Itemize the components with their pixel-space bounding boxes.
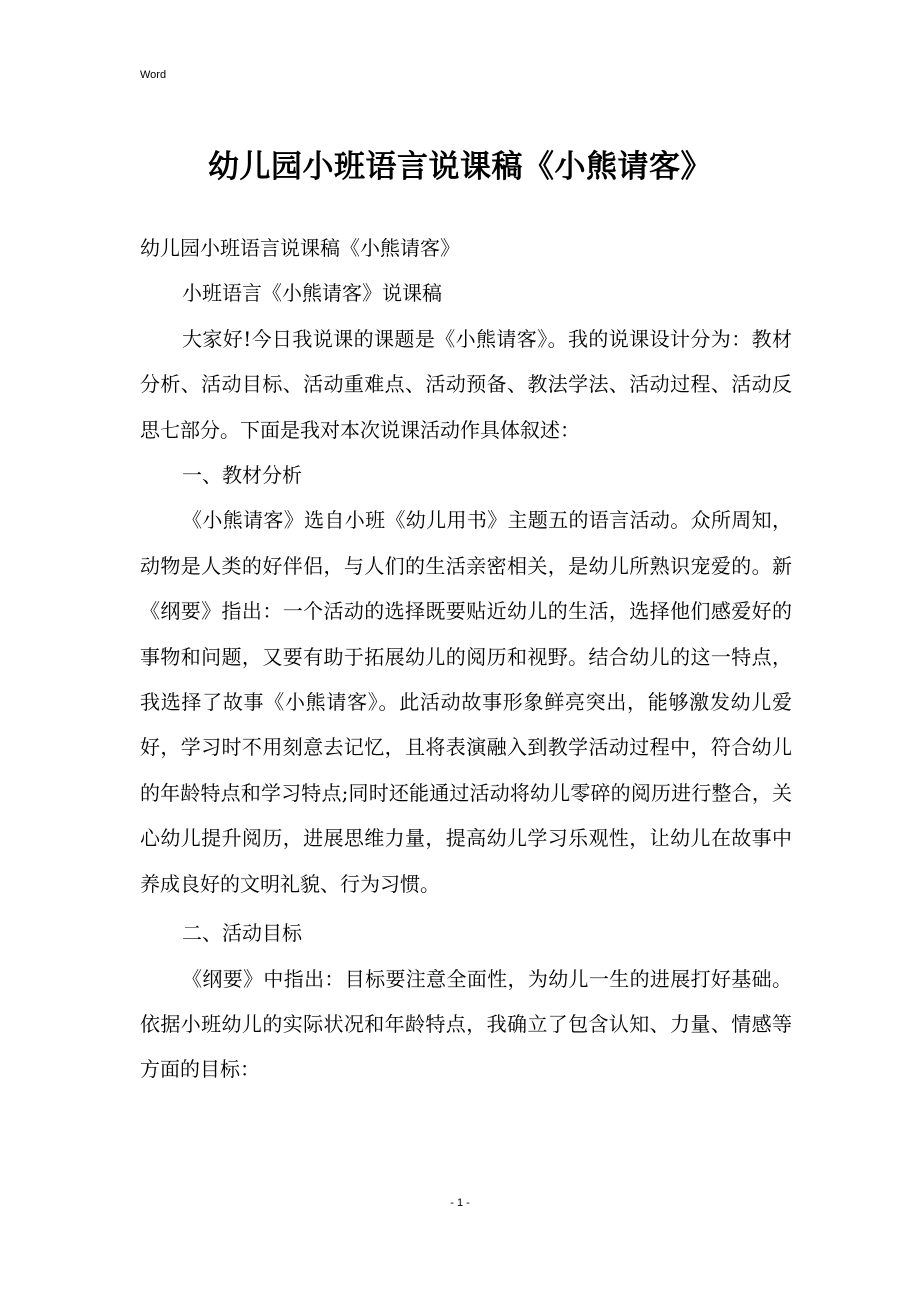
paragraph-subtitle: 幼儿园小班语言说课稿《小熊请客》 xyxy=(140,236,460,260)
page-number: - 1 - xyxy=(450,1197,470,1209)
section-heading-goals: 二、活动目标 xyxy=(182,921,302,946)
header-label: Word xyxy=(140,69,167,81)
document-body xyxy=(140,226,792,1093)
paragraph-intro: 大家好!今日我说课的课题是《小熊请客》。我的说课设计分为：教材分析、活动目标、活动重难点、活动预备、教法学法、活动过程、活动反思七部分。下面是我对本次说课活动作具体叙述： xyxy=(140,326,792,442)
section-heading-materials: 一、教材分析 xyxy=(182,463,302,488)
paragraph-heading: 小班语言《小熊请客》说课稿 xyxy=(182,281,442,306)
paragraph-goals: 《纲要》中指出：目标要注意全面性，为幼儿一生的进展打好基础。依据小班幼儿的实际状况和年龄特点，我确立了包含认知、力量、情感等方面的目标： xyxy=(140,966,792,1082)
paragraph-materials: 《小熊请客》选自小班《幼儿用书》主题五的语言活动。众所周知，动物是人类的好伴侣，与人们的生活亲密相关，是幼儿所熟识宠爱的。新《纲要》指出：一个活动的选择既要贴近幼儿的生活，选择他们感爱好的事物和问题，又要有助于拓展幼儿的阅历和视野。结合幼儿的这一特点，我选择了故事《小熊请客》。此活动故事形象鲜亮突出，能够激发幼儿爱好，学习时不用刻意去记忆，且将表演融入到教学活动过程中，符合幼儿的年龄特点和学习特点;同时还能通过活动将幼儿零碎的阅历进行整合，关心幼儿提升阅历，进展思维力量，提高幼儿学习乐观性，让幼儿在故事中养成良好的文明礼貌、行为习惯。 xyxy=(140,508,792,896)
document-title: 幼儿园小班语言说课稿《小熊请客》 xyxy=(208,149,712,185)
